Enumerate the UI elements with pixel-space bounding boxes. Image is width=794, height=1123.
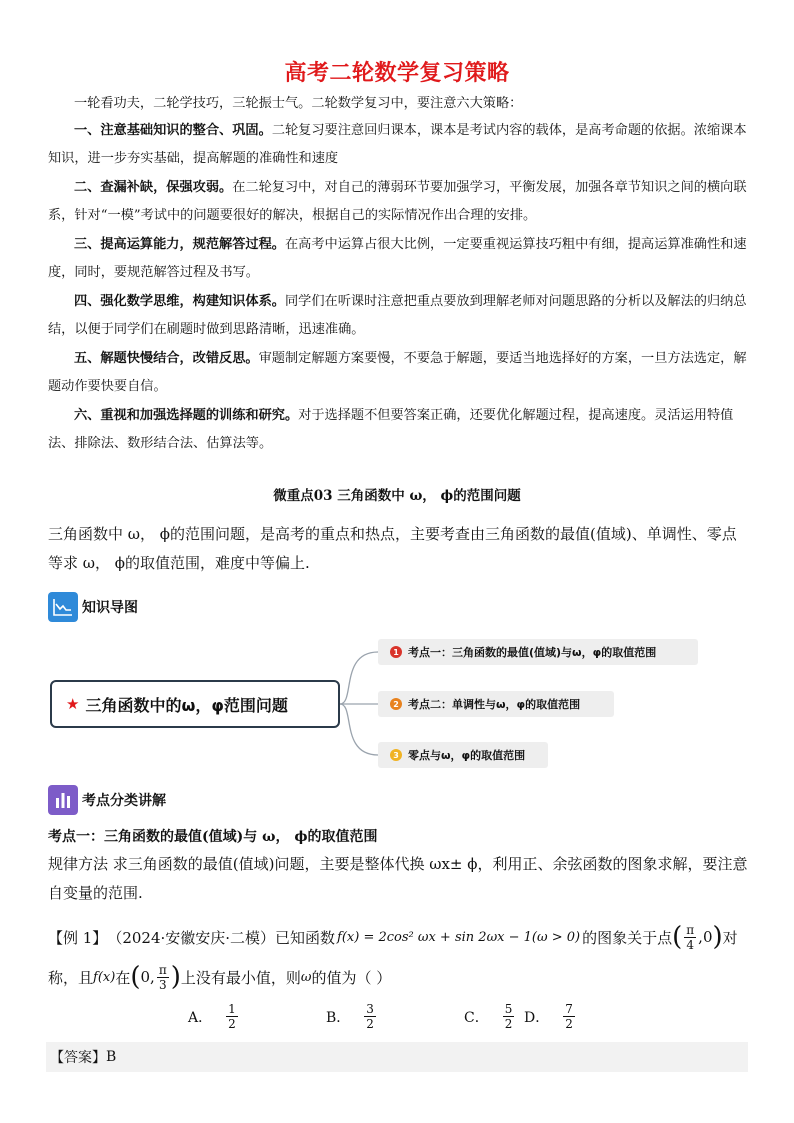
bar-chart-icon <box>48 785 78 815</box>
point1-rule: 规律方法 求三角函数的最值(值域)问题，主要是整体代换 ωx± ϕ，利用正、余弦函数的图象求解，要注意自变量的范围. <box>48 855 748 902</box>
paren-right: ) <box>170 962 181 992</box>
point1-title: 考点一：三角函数的最值(值域)与 ω， ϕ的取值范围 <box>48 829 378 845</box>
example-line-2: 称，且 f(x) 在 ( 0 , $\frac{\pi}{3}$ ) 上没有最小值，则 ω 的值为（ ） <box>48 962 392 992</box>
number-badge-icon: 1 <box>390 646 402 658</box>
example-mid: 的图象关于点 <box>582 928 673 947</box>
point-x-fraction: $\frac{\pi}{4}$ <box>686 922 695 952</box>
mindmap-node-1 <box>378 639 698 665</box>
mindmap-node-3 <box>378 742 548 768</box>
option-a[interactable]: A． $\frac{1}{2}$ <box>188 1002 236 1031</box>
example-tag: 【例 1】 <box>48 928 108 947</box>
example-text: 称，且 <box>48 968 94 987</box>
knowledge-map-label: 知识导图 <box>82 600 138 616</box>
answer-box <box>46 1042 748 1072</box>
section-intro: 三角函数中 ω， ϕ的范围问题，是高考的重点和热点，主要考查由三角函数的最值(值域)、单调性、零点等求 ω， ϕ的取值范围，难度中等偏上. <box>48 525 737 572</box>
star-icon: ★ <box>66 695 80 713</box>
option-d[interactable]: D． $\frac{7}{2}$ <box>524 1002 573 1031</box>
page-title: 高考二轮数学复习策略 <box>284 61 510 86</box>
example-text: 在 <box>115 968 131 987</box>
example-tail: 对 <box>722 928 738 947</box>
mindmap-node-label: 考点二：单调性与ω，φ的取值范围 <box>408 698 581 711</box>
example-formula: f(x) = 2cos² ωx + sin 2ωx − 1(ω > 0) <box>337 929 581 945</box>
paragraph-2: 二、查漏补缺，保强攻弱。在二轮复习中，对自己的薄弱环节要加强学习，平衡发展，加强各章节知识之间的横向联系，针对“一模”考试中的问题要很好的解决，根据自己的实际情况作出合理的安排。 <box>48 180 747 223</box>
example-text: 的值为（ ） <box>311 968 392 987</box>
section-title: 微重点03 三角函数中 ω， ϕ的范围问题 <box>273 488 521 504</box>
paragraph-5: 五、解题快慢结合，改错反思。审题制定解题方案要慢，不要急于解题，要适当地选择好的方案，一旦方法选定，解题动作要快要自信。 <box>48 351 747 394</box>
paren-left: ( <box>130 962 141 992</box>
mindmap-node-label: 零点与ω，φ的取值范围 <box>408 749 526 762</box>
example-omega: ω <box>300 969 312 985</box>
paragraph-4: 四、强化数学思维，构建知识体系。同学们在听课时注意把重点要放到理解老师对问题思路的分析以及解法的归纳总结，以便于同学们在刷题时做到思路清晰，迅速准确。 <box>48 294 747 337</box>
example-source: （2024·安徽安庆·二模）已知函数 <box>107 928 336 947</box>
paragraph-3: 三、提高运算能力，规范解答过程。在高考中运算占很大比例，一定要重视运算技巧粗中有细，提高运算准确性和速度，同时，要规范解答过程及书写。 <box>48 237 747 280</box>
example-text: 上没有最小值，则 <box>180 968 301 987</box>
example-fx: f(x) <box>93 969 116 985</box>
interval-right-fraction: $\frac{\pi}{3}$ <box>158 962 167 992</box>
option-c[interactable]: C． $\frac{5}{2}$ <box>464 1002 513 1031</box>
option-b[interactable]: B． $\frac{3}{2}$ <box>326 1002 374 1031</box>
mindmap-root <box>50 680 340 728</box>
paragraph-6: 六、重视和加强选择题的训练和研究。对于选择题不但要答案正确，还要优化解题过程，提高速度。灵活运用特值法、排除法、数形结合法、估算法等。 <box>48 408 734 451</box>
mindmap-root-label: 三角函数中的ω，φ范围问题 <box>85 695 288 715</box>
interval-left: 0 <box>140 968 151 986</box>
paragraph-0: 一轮看功夫，二轮学技巧，三轮振士气。二轮数学复习中，要注意六大策略： <box>74 96 523 111</box>
paren-right: ) <box>712 922 723 952</box>
classify-header <box>48 785 166 815</box>
paragraph-1: 一、注意基础知识的整合、巩固。二轮复习要注意回归课本，课本是考试内容的载体，是高考命题的依据。浓缩课本知识，进一步夯实基础，提高解题的准确性和速度 <box>48 123 747 166</box>
answer-label: 【答案】 <box>50 1050 106 1066</box>
paren-left: ( <box>672 922 683 952</box>
mindmap-node-2 <box>378 691 614 717</box>
answer-value: B <box>106 1049 117 1065</box>
classify-label: 考点分类讲解 <box>82 793 166 809</box>
number-badge-icon: 3 <box>390 749 402 761</box>
example-line-1: 【例 1】 （2024·安徽安庆·二模）已知函数 f(x) = 2cos² ωx + sin 2ωx − 1(ω > 0) 的图象关于点 ( $\frac{\pi}{4}$ , 0 ) 对 <box>48 922 738 952</box>
number-badge-icon: 2 <box>390 698 402 710</box>
mindmap-node-label: 考点一：三角函数的最值(值域)与ω，φ的取值范围 <box>408 646 657 659</box>
point-y: 0 <box>702 928 713 946</box>
